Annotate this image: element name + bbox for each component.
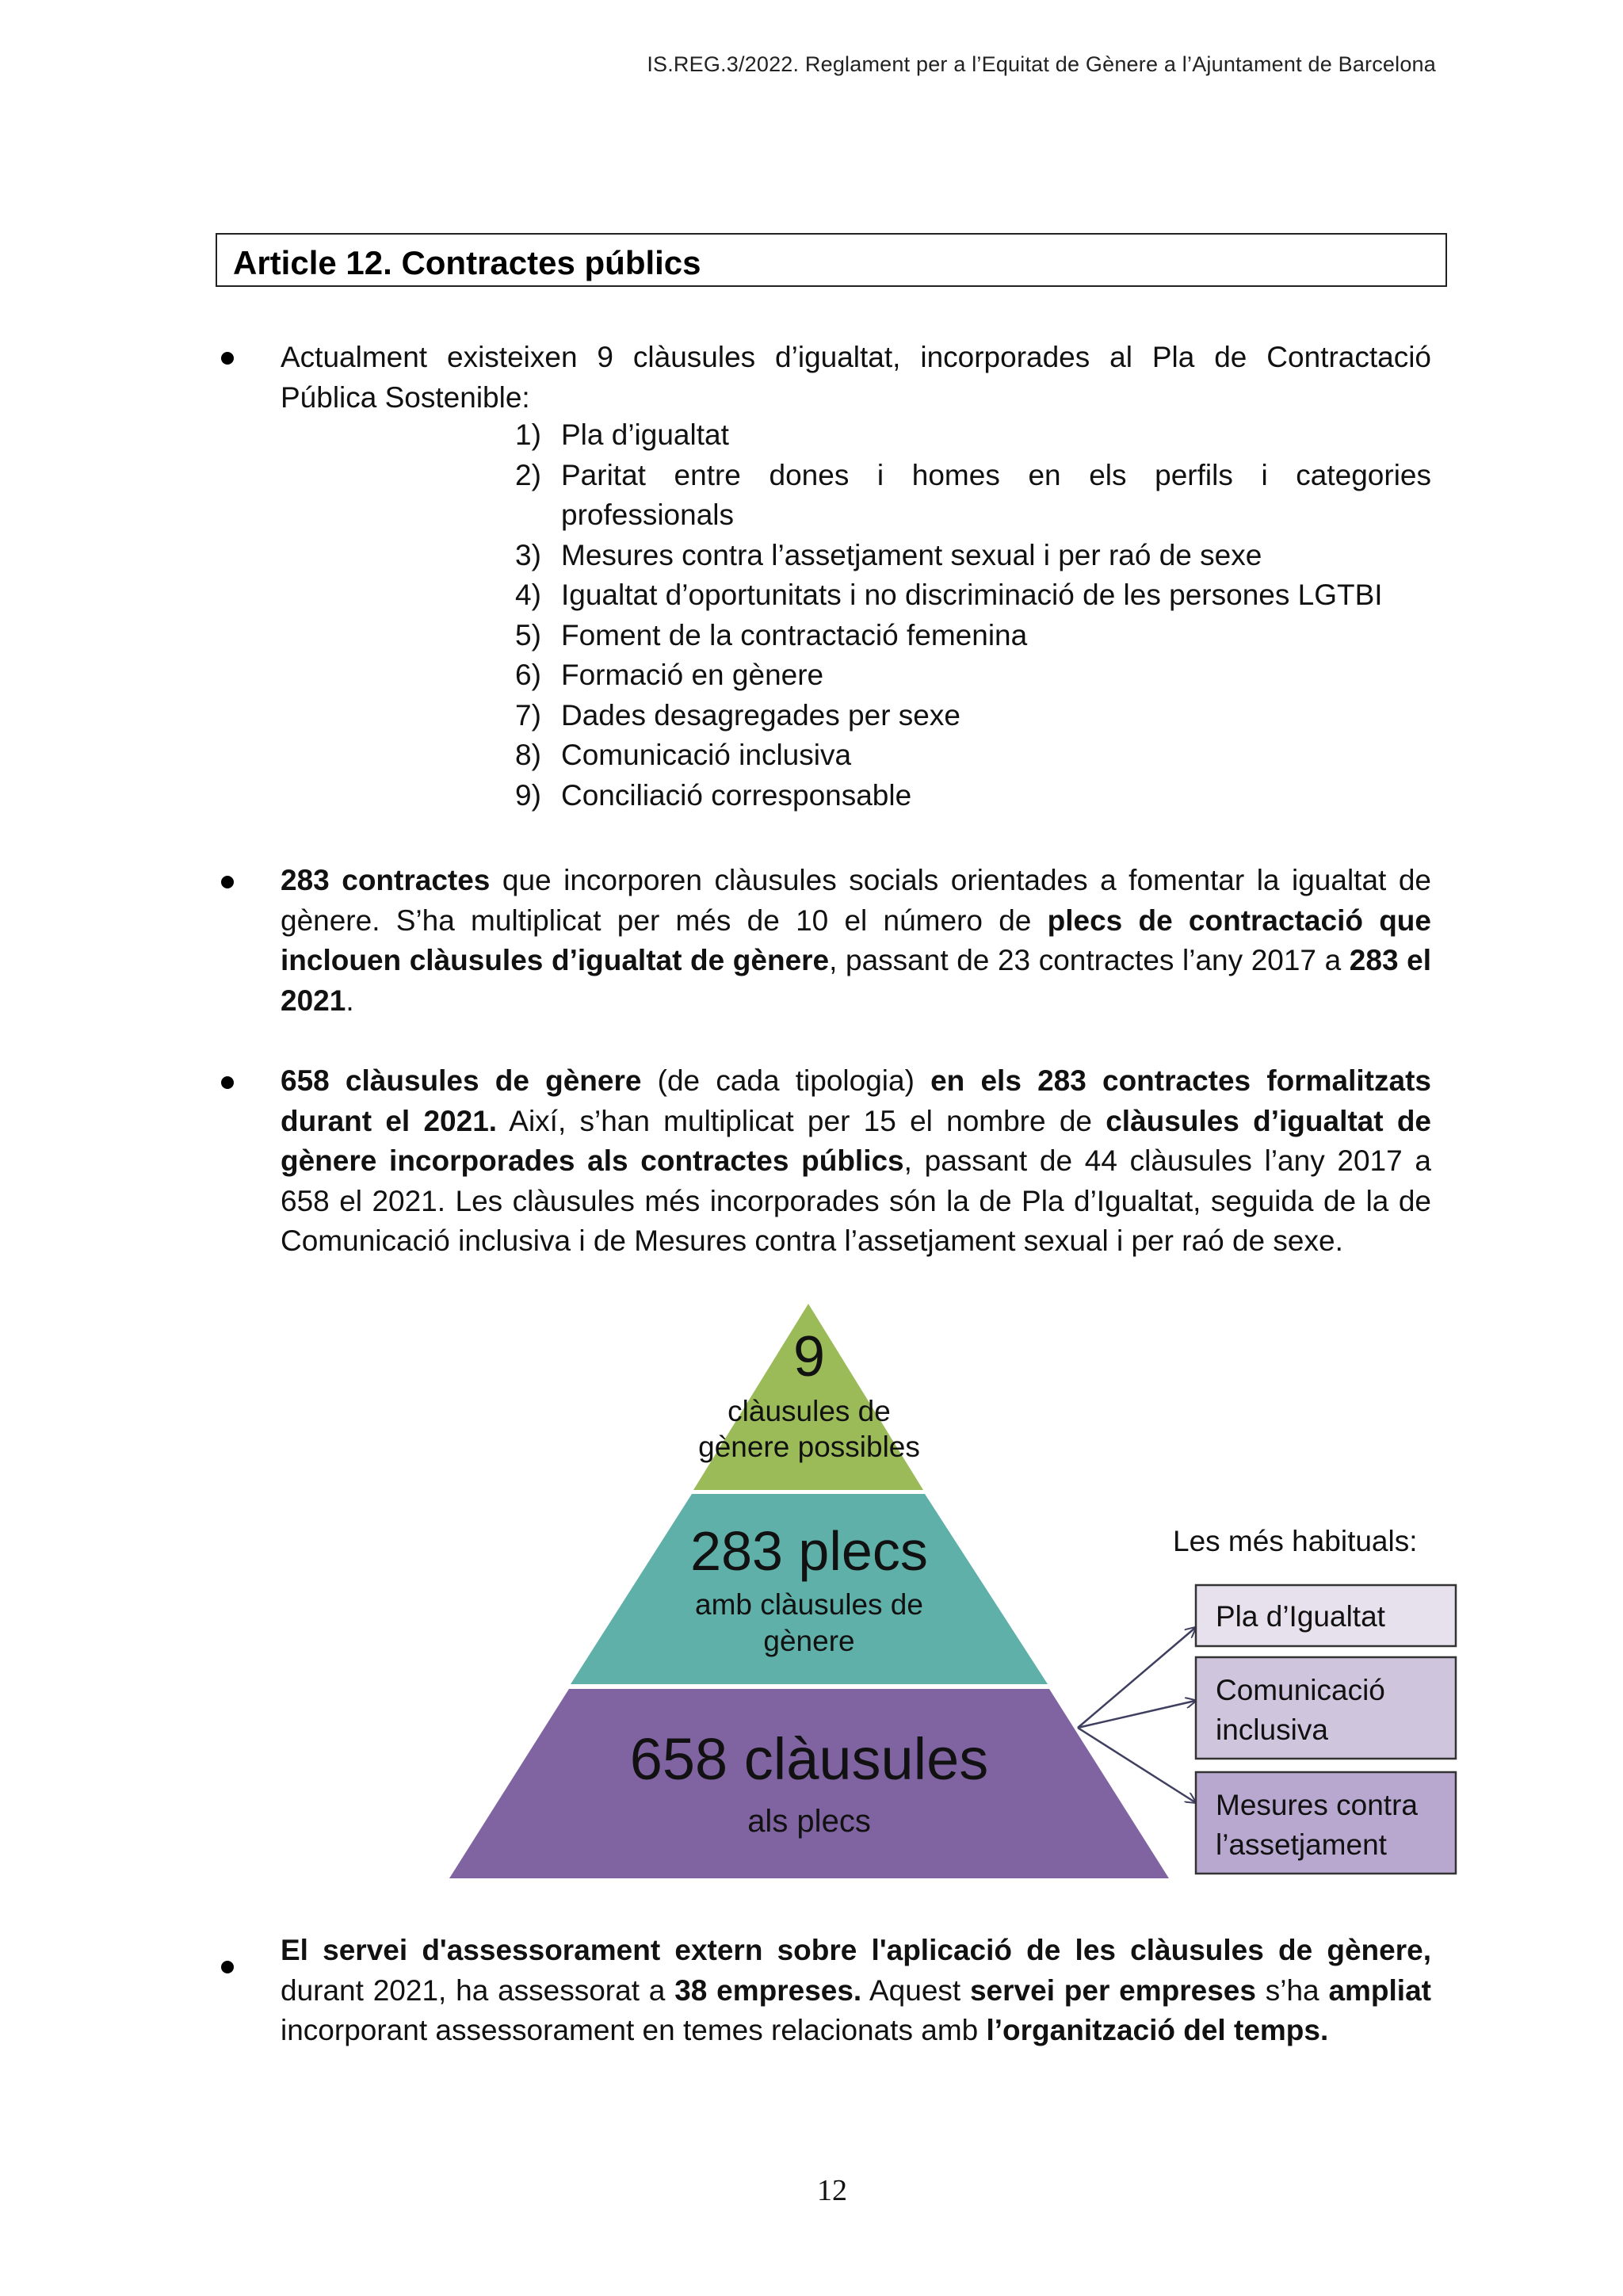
common-clause-text: Pla d’Igualtat [1216, 1600, 1385, 1633]
bullet2-paragraph: 283 contractes que incorporen clàusules socials orientades a fomentar la igualtat de gènere. S’ha multiplicat per més de 10 el número de plecs de contractació que inclouen clàusules d’igualtat de gènere, passant de 23 contractes l’any 2017 a 283 el 2021. [281, 864, 1431, 1017]
document-header: IS.REG.3/2022. Reglament per a l’Equitat de Gènere a l’Ajuntament de Barcelona [647, 52, 1436, 76]
clause-item: 4) Igualtat d’oportunitats i no discriminació de les persones LGTBI [515, 579, 1383, 611]
page-number: 12 [817, 2174, 847, 2207]
clause-item: 8) Comunicació inclusiva [515, 739, 852, 771]
pyramid-bottom-label: als plecs [747, 1804, 871, 1839]
arrow-to-box2 [1078, 1701, 1195, 1728]
clause-item: 3) Mesures contra l’assetjament sexual i per raó de sexe [515, 538, 1262, 571]
common-clauses-title: Les més habituals: [1173, 1525, 1418, 1557]
pyramid-bottom-number: 658 clàusules [629, 1726, 989, 1792]
clause-item: 6) Formació en gènere [515, 659, 824, 691]
article-title: Article 12. Contractes públics [233, 244, 701, 281]
common-clause-text: inclusiva [1216, 1713, 1328, 1746]
bullet4-paragraph: El servei d'assessorament extern sobre l'aplicació de les clàusules de gènere, durant 2021, ha assessorat a 38 empreses. Aquest servei per empreses s’ha ampliat incorporant assessorament en temes relacionats amb l’organització del temps. [281, 1934, 1431, 2046]
common-clause-text: Mesures contra [1216, 1789, 1418, 1821]
clause-item: 9) Conciliació corresponsable [515, 778, 912, 812]
arrow-to-box1 [1078, 1628, 1195, 1728]
clause-item: 1) Pla d’igualtat [515, 418, 729, 451]
bullet1-intro: Actualment existeixen 9 clàusules d’igualtat, incorporades al Pla de Contractació Pública Sostenible: [281, 341, 1431, 414]
pyramid-middle-number: 283 plecs [690, 1520, 928, 1582]
common-clause-text: Comunicació [1216, 1674, 1385, 1706]
clause-item: 2) Paritat entre dones i homes en els perfils i categories professionals [515, 458, 1431, 531]
clause-item: 5) Foment de la contractació femenina [515, 618, 1028, 651]
pyramid-middle-label: gènere [763, 1625, 855, 1657]
pyramid-top-label: clàusules de [727, 1395, 891, 1427]
pyramid-top-number: 9 [792, 1325, 826, 1389]
pyramid-top-label: gènere possibles [698, 1431, 920, 1463]
pyramid-middle-label: amb clàusules de [695, 1588, 923, 1621]
bullet3-paragraph: 658 clàusules de gènere (de cada tipologia) en els 283 contractes formalitzats durant el 2021. Així, s’han multiplicat per 15 el nombre de clàusules d’igualtat de gènere incorporades als contractes públics, passant de 44 clàusules l’any 2017 a 658 el 2021. Les clàusules més incorporades són la de Pla d’Igualtat, seguida de la de Comunicació inclusiva i de Mesures contra l’assetjament sexual i per raó de sexe. [281, 1064, 1432, 1257]
bullet-dot [221, 1961, 234, 1973]
clause-item: 7) Dades desagregades per sexe [515, 698, 960, 732]
common-clause-text: l’assetjament [1216, 1828, 1387, 1861]
